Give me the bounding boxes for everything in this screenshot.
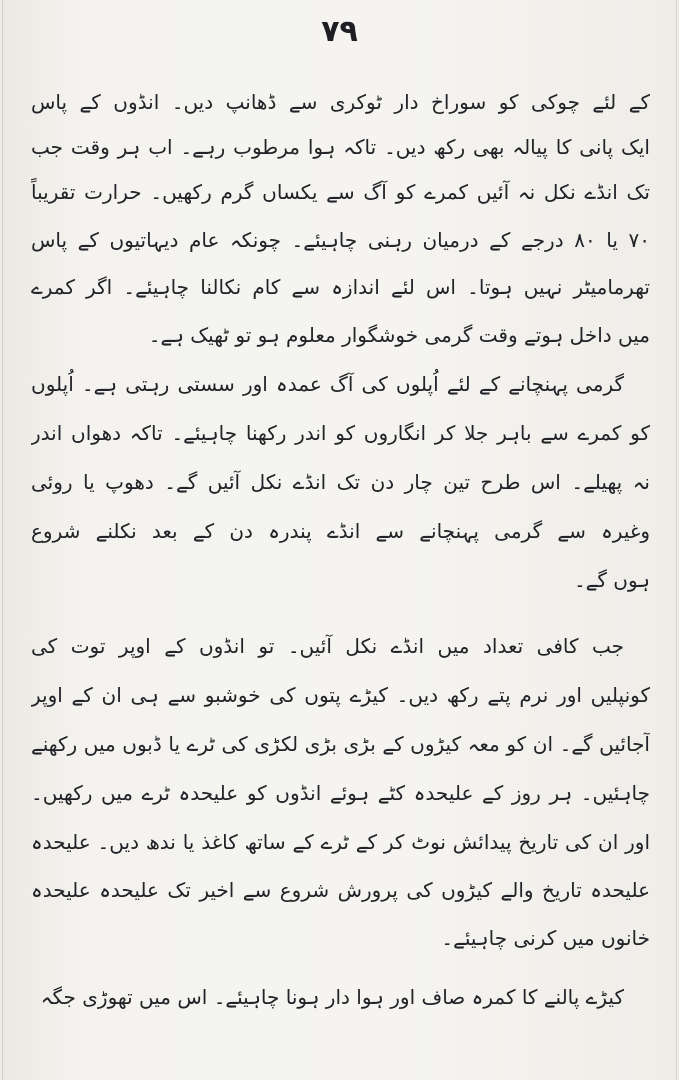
text-line: ایک پانی کا پیالہ بھی رکھ دیں۔ تاکہ ہوا مرطوب رہے۔ اب ہر وقت جب	[31, 135, 650, 159]
text-line: ہوں گے۔	[573, 568, 650, 592]
text-line: تھرمامیٹر نہیں ہوتا۔ اس لئے اندازہ سے کام نکالنا چاہیئے۔ اگر کمرے	[31, 275, 650, 299]
text-line: چاہئیں۔ ہر روز کے علیحدہ کٹے ہوئے انڈوں کو علیحدہ ٹرے میں رکھیں۔	[31, 781, 650, 805]
text-line: کے لئے چوکی کو سوراخ دار ٹوکری سے ڈھانپ دیں۔ انڈوں کے پاس	[31, 90, 650, 114]
text-line: کیڑے پالنے کا کمرہ صاف اور ہوا دار ہونا چاہیئے۔ اس میں تھوڑی جگہ	[40, 985, 624, 1009]
text-line: وغیرہ سے گرمی پہنچانے سے انڈے پندرہ دن کے بعد نکلنے شروع	[31, 519, 650, 543]
text-line: اور ان کی تاریخ پیدائش نوٹ کر کے ٹرے کے ساتھ کاغذ یا ندھ دیں۔ علیحدہ	[31, 830, 650, 854]
text-line: ۷۰ یا ۸۰ درجے کے درمیان رہنی چاہیئے۔ چونکہ عام دیہاتیوں کے پاس	[31, 228, 650, 252]
page-number: ۷۹	[321, 14, 358, 49]
text-line: جب کافی تعداد میں انڈے نکل آئیں۔ تو انڈوں کے اوپر توت کی	[31, 634, 624, 658]
text-line: گرمی پہنچانے کے لئے اُپلوں کی آگ عمدہ اور سستی رہتی ہے۔ اُپلوں	[31, 372, 624, 396]
book-page	[2, 0, 677, 1080]
text-line: تک انڈے نکل نہ آئیں کمرے کو آگ سے یکساں گرم رکھیں۔ حرارت تقریباً	[31, 180, 650, 204]
text-line: کو کمرے سے باہر جلا کر انگاروں کو اندر رکھنا چاہیئے۔ تاکہ دھواں اندر	[31, 421, 650, 445]
text-line: کونپلیں اور نرم پتے رکھ دیں۔ کیڑے پتوں کی خوشبو سے ہی ان کے اوپر	[31, 683, 650, 707]
text-line: آجائیں گے۔ ان کو معہ کیڑوں کے بڑی بڑی لکڑی کی ٹرے یا ڈبوں میں رکھنے	[31, 732, 650, 756]
text-line: میں داخل ہوتے وقت گرمی خوشگوار معلوم ہو تو ٹھیک ہے۔	[148, 323, 650, 347]
text-line: خانوں میں کرنی چاہیئے۔	[441, 926, 650, 950]
text-line: علیحدہ تاریخ والے کیڑوں کی پرورش شروع سے اخیر تک علیحدہ علیحدہ	[31, 878, 650, 902]
text-line: نہ پھیلے۔ اس طرح تین چار دن تک انڈے نکل آئیں گے۔ دھوپ یا روئی	[31, 470, 650, 494]
